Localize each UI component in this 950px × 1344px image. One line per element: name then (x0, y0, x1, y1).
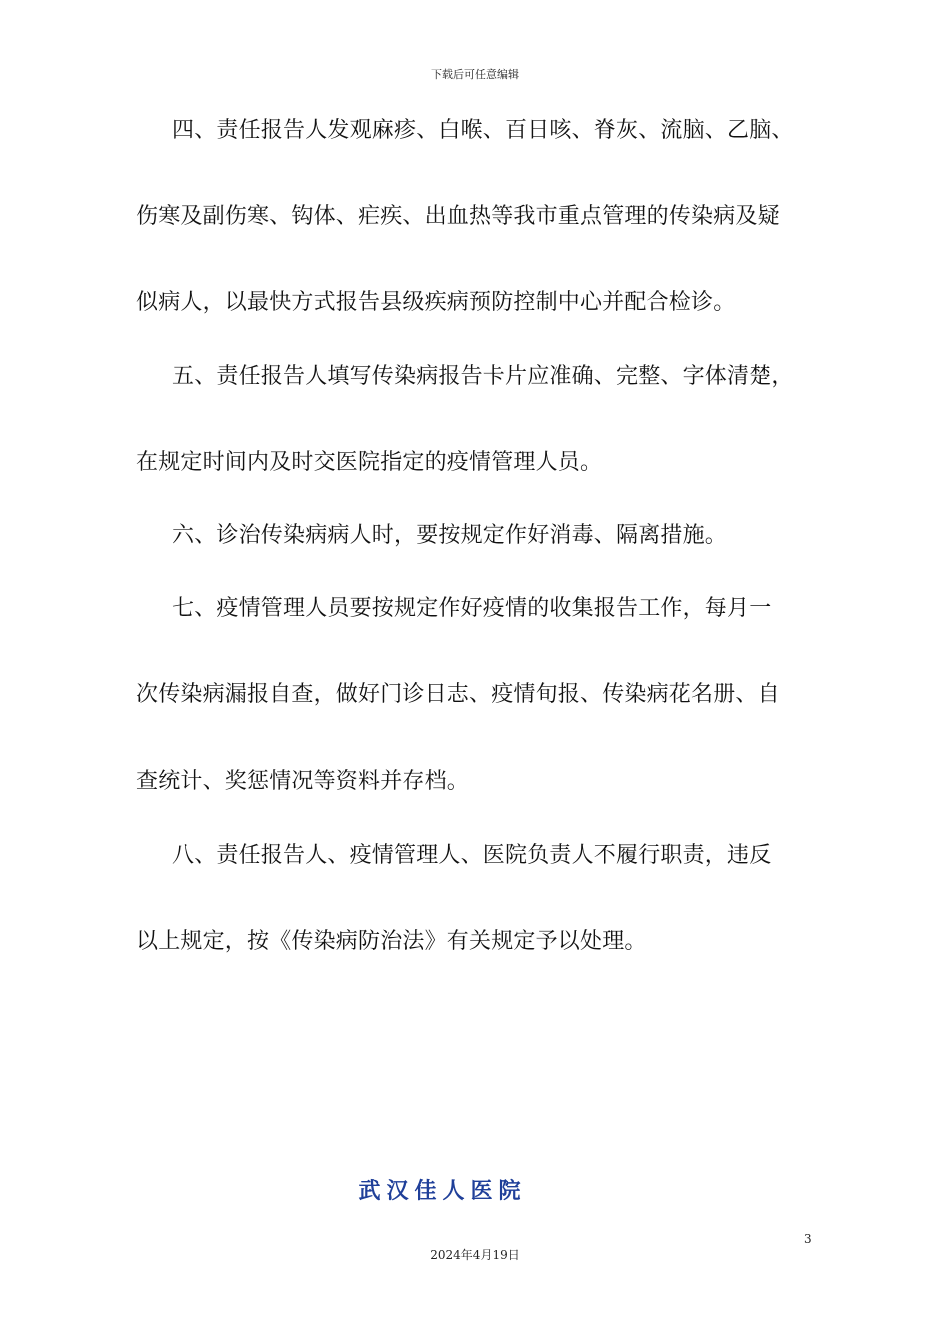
paragraph-line: 次传染病漏报自查，做好门诊日志、疫情旬报、传染病花名册、自 (136, 682, 780, 707)
header-note: 下载后可任意编辑 (431, 68, 519, 81)
paragraph-line: 六、诊治传染病病人时，要按规定作好消毒、隔离措施。 (172, 523, 728, 548)
paragraph-line: 以上规定，按《传染病防治法》有关规定予以处理。 (136, 929, 647, 954)
page-number: 3 (804, 1232, 812, 1246)
paragraph-line: 似病人，以最快方式报告县级疾病预防控制中心并配合检诊。 (136, 290, 736, 315)
paragraph-line: 四、责任报告人发观麻疹、白喉、百日咳、脊灰、流脑、乙脑、 (172, 118, 794, 143)
footer-date: 2024年4月19日 (430, 1248, 520, 1262)
paragraph-line: 七、疫情管理人员要按规定作好疫情的收集报告工作，每月一 (172, 596, 772, 621)
paragraph-line: 伤寒及副伤寒、钩体、疟疾、出血热等我市重点管理的传染病及疑 (136, 204, 780, 229)
paragraph-line: 八、责任报告人、疫情管理人、医院负责人不履行职责，违反 (172, 843, 772, 868)
paragraph-line: 查统计、奖惩情况等资料并存档。 (136, 769, 470, 794)
paragraph-line: 在规定时间内及时交医院指定的疫情管理人员。 (136, 450, 603, 475)
hospital-signature: 武汉佳人医院 (358, 1179, 527, 1204)
paragraph-line: 五、责任报告人填写传染病报告卡片应准确、完整、字体清楚， (172, 364, 794, 389)
